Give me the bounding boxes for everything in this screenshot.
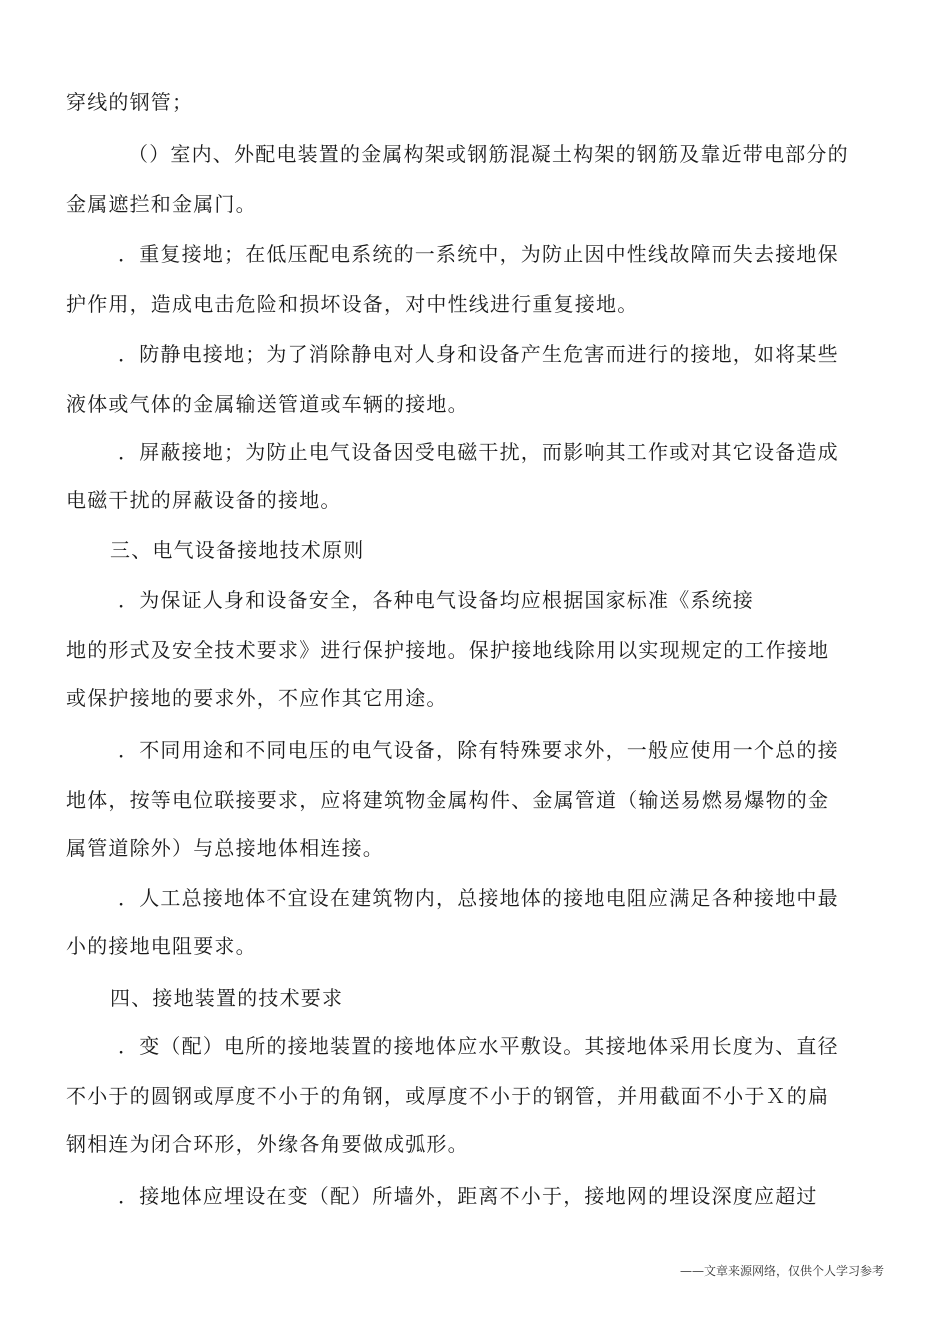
text-line: （）室内、外配电装置的金属构架或钢筋混凝土构架的钢筋及靠近带电部分的 xyxy=(128,142,849,166)
text-line: 液体或气体的金属输送管道或车辆的接地。 xyxy=(66,392,469,416)
text-line: 小的接地电阻要求。 xyxy=(66,934,257,958)
text-line: ．不同用途和不同电压的电气设备，除有特殊要求外，一般应使用一个总的接 xyxy=(118,738,839,762)
text-line: 护作用，造成电击危险和损坏设备，对中性线进行重复接地。 xyxy=(66,292,639,316)
text-line: ．重复接地；在低压配电系统的一系统中，为防止因中性线故障而失去接地保 xyxy=(118,242,839,266)
footer-note: ——文章来源网络，仅供个人学习参考 xyxy=(679,1264,884,1278)
text-line: ．接地体应埋设在变（配）所墙外，距离不小于，接地网的埋设深度应超过 xyxy=(118,1184,818,1208)
text-line: ．变（配）电所的接地装置的接地体应水平敷设。其接地体采用长度为、直径 xyxy=(118,1034,839,1058)
text-line: 不小于的圆钢或厚度不小于的角钢，或厚度不小于的钢管，并用截面不小于Ｘ的扁 xyxy=(66,1084,830,1108)
text-line: ．为保证人身和设备安全，各种电气设备均应根据国家标准《系统接 xyxy=(118,588,754,612)
text-line: 电磁干扰的屏蔽设备的接地。 xyxy=(66,488,342,512)
section-heading: 三、电气设备接地技术原则 xyxy=(110,538,365,562)
text-line: 属管道除外）与总接地体相连接。 xyxy=(66,836,384,860)
text-line: 地的形式及安全技术要求》进行保护接地。保护接地线除用以实现规定的工作接地 xyxy=(66,638,830,662)
text-line: ．人工总接地体不宜设在建筑物内，总接地体的接地电阻应满足各种接地中最 xyxy=(118,886,839,910)
text-line: 钢相连为闭合环形，外缘各角要做成弧形。 xyxy=(66,1132,469,1156)
text-line: 或保护接地的要求外，不应作其它用途。 xyxy=(66,686,448,710)
text-line: 穿线的钢管； xyxy=(66,90,194,114)
section-heading: 四、接地装置的技术要求 xyxy=(110,986,344,1010)
text-line: ．防静电接地；为了消除静电对人身和设备产生危害而进行的接地，如将某些 xyxy=(118,342,839,366)
text-line: 金属遮拦和金属门。 xyxy=(66,192,257,216)
text-line: ．屏蔽接地；为防止电气设备因受电磁干扰，而影响其工作或对其它设备造成 xyxy=(118,440,839,464)
text-line: 地体，按等电位联接要求，应将建筑物金属构件、金属管道（输送易燃易爆物的金 xyxy=(66,788,830,812)
